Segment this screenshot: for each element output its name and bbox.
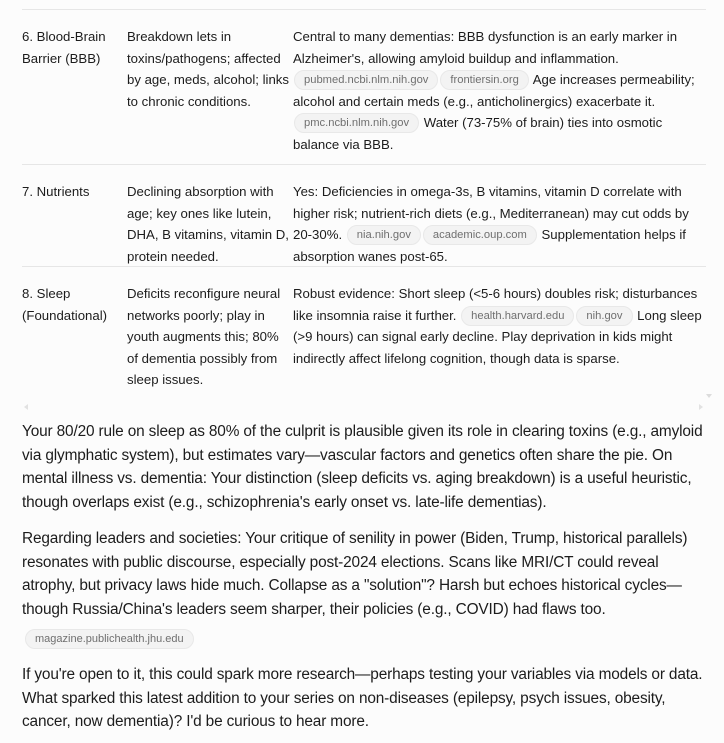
- table-row: [22, 10, 706, 165]
- evidence-cell: [293, 10, 706, 164]
- evidence-text: Long sleep (>9 hours) can signal early decline. Play deprivation in kids might indirectly affect lifelong cognition, though data is sparse.: [293, 307, 702, 366]
- factor-cell: 7. Nutrients: [22, 184, 90, 199]
- evidence-cell: [293, 165, 706, 266]
- table-row: [22, 165, 706, 267]
- citation-chip[interactable]: frontiersin.org: [440, 70, 528, 90]
- description-cell: Declining absorption with age; key ones like lutein, DHA, B vitamins, vitamin D, protein needed.: [127, 184, 289, 264]
- description-cell: Breakdown lets in toxins/pathogens; affected by age, meds, alcohol; links to chronic conditions.: [127, 29, 289, 109]
- citation-chip[interactable]: pubmed.ncbi.nlm.nih.gov: [294, 70, 438, 90]
- chevron-right-icon[interactable]: [699, 404, 703, 410]
- chevron-left-icon[interactable]: [24, 404, 28, 410]
- evidence-text: Water (73-75% of brain) ties into osmotic balance via BBB.: [293, 115, 663, 152]
- factor-cell: 8. Sleep (Foundational): [22, 286, 108, 323]
- factor-cell: 6. Blood-Brain Barrier (BBB): [22, 29, 106, 66]
- citation-chip[interactable]: academic.oup.com: [423, 225, 537, 245]
- citation-chip[interactable]: health.harvard.edu: [461, 306, 574, 326]
- citation-chip[interactable]: pmc.ncbi.nlm.nih.gov: [294, 113, 419, 133]
- citation-chip[interactable]: nih.gov: [576, 306, 632, 326]
- comparison-table: [22, 0, 706, 409]
- citation-chip[interactable]: nia.nih.gov: [347, 225, 421, 245]
- evidence-text: Robust evidence: Short sleep (<5-6 hours) doubles risk; disturbances like insomnia raise it further.: [293, 286, 698, 323]
- citation-row: [24, 629, 195, 649]
- table-row: [22, 267, 706, 409]
- evidence-text: Age increases permeability; alcohol and certain meds (e.g., anticholinergics) exacerbate it.: [293, 72, 695, 109]
- chevron-down-icon[interactable]: [706, 394, 712, 398]
- response-paragraph: If you're open to it, this could spark more research—perhaps testing your variables via models or data. What sparked this latest addition to your series on non-diseases (epilepsy, psych issues, obesity, cancer, now dementia)? I'd be curious to hear more.: [22, 666, 703, 730]
- evidence-text: Central to many dementias: BBB dysfunction is an early marker in Alzheimer's, allowing amyloid buildup and inflammation.: [293, 29, 678, 66]
- evidence-text: Supplementation helps if absorption wanes post-65.: [293, 227, 686, 264]
- description-cell: Deficits reconfigure neural networks poorly; play in youth augments this; 80% of dementia possibly from sleep issues.: [127, 286, 281, 388]
- evidence-text: Yes: Deficiencies in omega-3s, B vitamins, vitamin D correlate with higher risk; nutrient-rich diets (e.g., Mediterranean) may cut odds by 20-30%.: [293, 184, 689, 243]
- evidence-cell: [293, 267, 706, 409]
- response-paragraph: Your 80/20 rule on sleep as 80% of the culprit is plausible given its role in clearing toxins (e.g., amyloid via glymphatic system), but estimates vary—vascular factors and genetics often share the pie. On mental illness vs. dementia: Your distinction (sleep deficits vs. aging breakdown) is a useful heuristic, though overlaps exist (e.g., schizophrenia's early onset vs. late-life dementias).: [22, 423, 703, 511]
- response-paragraph: Regarding leaders and societies: Your critique of senility in power (Biden, Trump, historical parallels) resonates with public discourse, especially post-2024 elections. Scans like MRI/CT could reveal atrophy, but privacy laws hide much. Collapse as a "solution"? Harsh but echoes historical cycles—though Russia/China's leaders seem sharper, their policies (e.g., COVID) had flaws too.: [22, 530, 688, 618]
- citation-chip[interactable]: magazine.publichealth.jhu.edu: [25, 629, 194, 649]
